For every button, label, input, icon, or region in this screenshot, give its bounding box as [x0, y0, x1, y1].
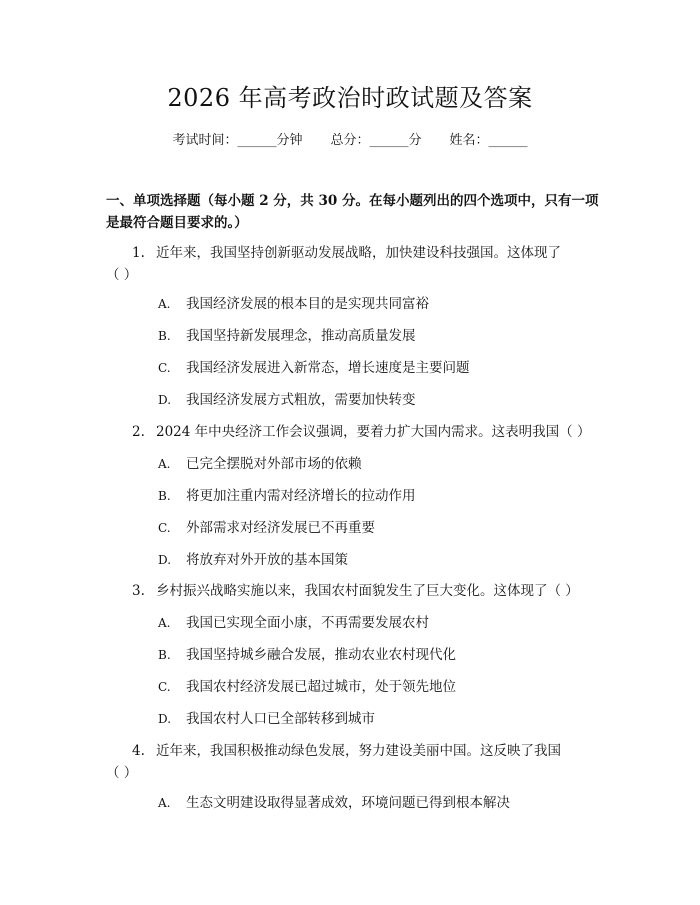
option-item — [158, 612, 598, 634]
option-item — [158, 485, 598, 507]
question-answer-blank: （ ） — [106, 267, 138, 283]
option-letter: C. — [158, 680, 171, 694]
option-item — [158, 293, 598, 315]
question-text: 近年来，我国坚持创新驱动发展战略，加快建设科技强国。这体现了 — [156, 245, 561, 261]
option-item — [158, 325, 598, 347]
option-item — [158, 708, 598, 730]
question-answer-blank: （ ） — [106, 765, 138, 781]
question-text: 近年来，我国积极推动绿色发展，努力建设美丽中国。这反映了我国 — [156, 743, 561, 759]
question-stem — [106, 421, 598, 443]
option-item — [158, 453, 598, 475]
option-letter: A. — [158, 796, 171, 810]
option-item — [158, 517, 598, 539]
question-stem — [106, 740, 598, 784]
question-number: 2. — [132, 424, 145, 440]
option-text: 我国经济发展的根本目的是实现共同富裕 — [186, 296, 429, 312]
option-letter: C. — [158, 521, 171, 535]
exam-score-label: 总分：______分 — [330, 133, 422, 148]
option-item — [158, 357, 598, 379]
option-text: 将更加注重内需对经济增长的拉动作用 — [186, 488, 416, 504]
question-number: 3. — [132, 583, 145, 599]
option-item — [158, 389, 598, 411]
option-letter: B. — [158, 648, 171, 662]
question-stem — [106, 242, 598, 286]
option-item — [158, 644, 598, 666]
question-number: 4. — [132, 743, 145, 759]
exam-name-label: 姓名：______ — [449, 133, 528, 148]
question-stem — [106, 580, 598, 602]
section-heading: 一、单项选择题（每小题 2 分，共 30 分。在每小题列出的四个选项中，只有一项是最符合题目要求的。） — [106, 193, 599, 231]
option-letter: A. — [158, 616, 171, 630]
option-text: 我国经济发展进入新常态，增长速度是主要问题 — [186, 360, 470, 376]
option-item — [158, 676, 598, 698]
option-letter: D. — [158, 393, 172, 407]
option-text: 我国已实现全面小康，不再需要发展农村 — [186, 615, 429, 631]
option-letter: C. — [158, 361, 171, 375]
exam-meta — [0, 131, 700, 151]
option-letter: D. — [158, 553, 172, 567]
option-letter: A. — [158, 297, 171, 311]
page-title: 2026 年高考政治时政试题及答案 — [167, 84, 533, 112]
exam-time-label: 考试时间：______分钟 — [172, 133, 303, 148]
option-letter: B. — [158, 329, 171, 343]
option-text: 生态文明建设取得显著成效，环境问题已得到根本解决 — [186, 795, 510, 811]
option-letter: A. — [158, 457, 171, 471]
option-letter: D. — [158, 712, 172, 726]
option-text: 外部需求对经济发展已不再重要 — [186, 520, 375, 536]
option-text: 我国坚持新发展理念，推动高质量发展 — [186, 328, 416, 344]
option-text: 我国农村经济发展已超过城市，处于领先地位 — [186, 679, 456, 695]
option-letter: B. — [158, 489, 171, 503]
question-text: 2024 年中央经济工作会议强调，要着力扩大国内需求。这表明我国（ ） — [156, 424, 591, 440]
option-item — [158, 549, 598, 571]
option-text: 已完全摆脱对外部市场的依赖 — [186, 456, 362, 472]
option-item — [158, 792, 598, 814]
option-text: 我国坚持城乡融合发展，推动农业农村现代化 — [186, 647, 456, 663]
question-text: 乡村振兴战略实施以来，我国农村面貌发生了巨大变化。这体现了（ ） — [156, 583, 579, 599]
option-text: 我国农村人口已全部转移到城市 — [186, 711, 375, 727]
option-text: 将放弃对外开放的基本国策 — [186, 552, 348, 568]
question-number: 1. — [132, 245, 145, 261]
option-text: 我国经济发展方式粗放，需要加快转变 — [186, 392, 416, 408]
